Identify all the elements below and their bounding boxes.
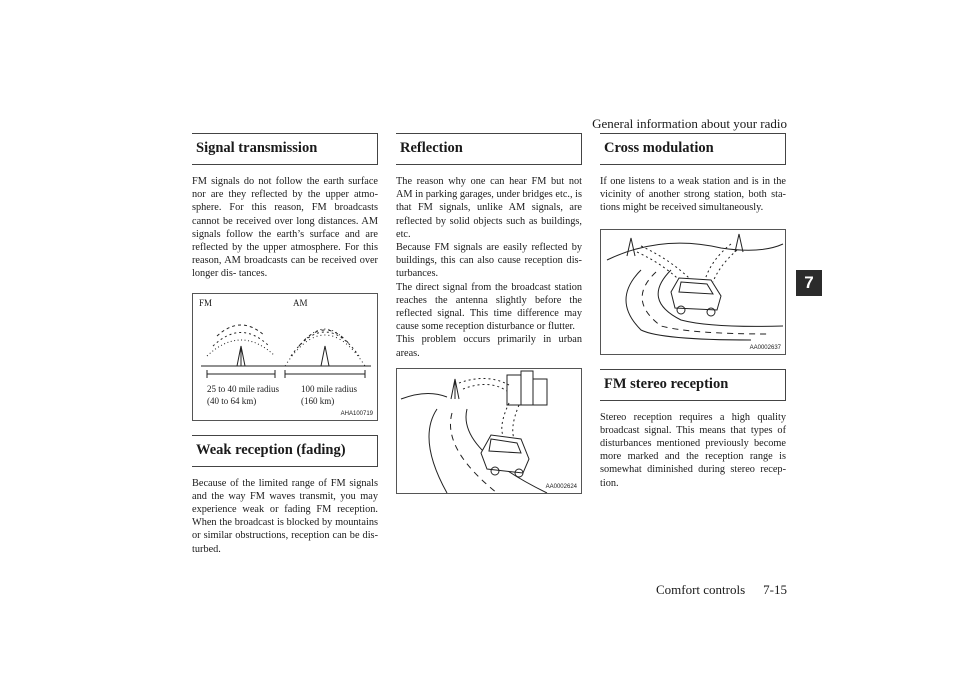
fm-am-range-figure (192, 293, 378, 421)
heading-reflection: Reflection (396, 133, 582, 165)
heading-weak-reception: Weak reception (fading) (192, 435, 378, 467)
fm-stereo-text: Stereo reception requires a high quality broadcast signal. This means that types of disturbances mentioned previously become more marked and the reception range is somewhat diminished during stereo recep- tion. (600, 411, 786, 489)
page-footer (656, 582, 787, 598)
figure-code: AA0002637 (749, 344, 781, 351)
figure-label-am: AM (293, 297, 308, 308)
column-right (600, 133, 786, 490)
heading-cross-modulation: Cross modulation (600, 133, 786, 165)
footer-page-number: 7-15 (763, 582, 787, 597)
page-header-title: General information about your radio (592, 116, 787, 131)
am-radius-line2: (160 km) (301, 395, 335, 406)
fm-radius-line2: (40 to 64 km) (207, 395, 257, 406)
cross-modulation-figure (600, 229, 786, 355)
reflection-text-3: The direct signal from the broadcast station reaches the antenna slightly before the reflected signal. This time difference may cause some reception disturbance or flutter. (396, 281, 582, 333)
figure-code: AA0002624 (545, 483, 577, 490)
column-middle (396, 133, 582, 494)
column-left (192, 133, 378, 556)
heading-signal-transmission: Signal transmission (192, 133, 378, 165)
chapter-tab: 7 (796, 270, 822, 296)
reflection-text-4: This problem occurs primarily in urban areas. (396, 334, 582, 359)
signal-transmission-text: FM signals do not follow the earth surface nor are they reflected by the upper atmo- sphere. For this reason, FM broadcasts cannot be received over long distances. AM signals follow the earth’s surface and are reflected by the upper atmosphere. For this reason, AM broadcasts can be received over longer dis- tances. (192, 176, 378, 280)
footer-section: Comfort controls (655, 582, 746, 597)
heading-fm-stereo-reception: FM stereo reception (600, 369, 786, 401)
reflection-figure (396, 368, 582, 494)
figure-code: AHA100719 (340, 410, 373, 417)
cross-modulation-text: If one listens to a weak station and is in the vicinity of another strong station, both sta- tions might be received simultaneously. (600, 176, 786, 214)
reflection-illustration (397, 369, 583, 493)
cross-modulation-illustration (601, 230, 787, 354)
reflection-text-1: The reason why one can hear FM but not AM in parking garages, under bridges etc., is that FM signals, unlike AM signals, are reflected by solid objects such as buildings, etc. (396, 176, 582, 240)
am-radius-line1: 100 mile radius (301, 383, 357, 394)
fm-radius-line1: 25 to 40 mile radius (207, 383, 279, 394)
figure-label-fm: FM (199, 297, 213, 308)
weak-reception-text: Because of the limited range of FM signals and the way FM waves transmit, you may experience weak or fading FM reception. When the broadcast is blocked by mountains or similar obstructions, reception can be dis- turbed. (192, 477, 378, 555)
reflection-text-2: Because FM signals are easily reflected by buildings, this can also cause reception dis- turbances. (396, 242, 582, 280)
